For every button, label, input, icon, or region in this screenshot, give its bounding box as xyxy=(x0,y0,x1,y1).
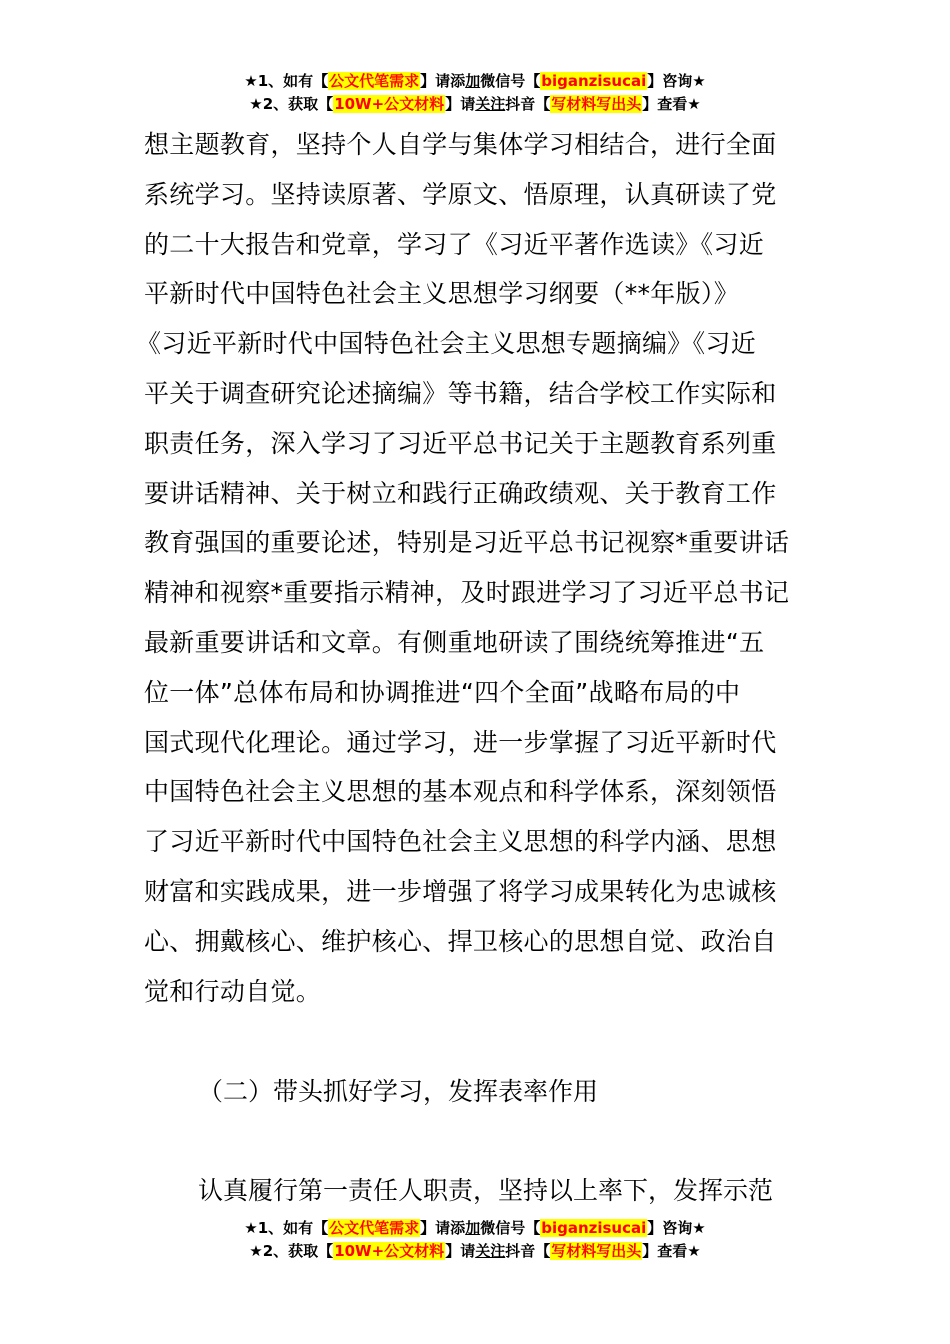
promo-line-2: ★2、获取【10W+公文材料】请关注抖音【写材料写出头】查看★ xyxy=(249,95,701,113)
promo-highlight-wechat-id: biganzisucai xyxy=(541,1219,647,1237)
paragraph-line: 要讲话精神、关于树立和践行正确政绩观、关于教育工作 xyxy=(144,478,777,508)
paragraph-line: 职责任务，深入学习了习近平总书记关于主题教育系列重 xyxy=(144,428,777,458)
paragraph-responsibility: 认真履行第一责任人职责，坚持以上率下，发挥示范 xyxy=(198,1176,774,1205)
paragraph-line: 心、拥戴核心、维护核心、捍卫核心的思想自觉、政治自 xyxy=(144,926,777,956)
promo-highlight-materials: 10W+公文材料 xyxy=(334,1242,445,1260)
paragraph-line: 精神和视察*重要指示精神，及时跟进学习了习近平总书记 xyxy=(144,578,790,608)
paragraph-line: 位一体”总体布局和协调推进“四个全面”战略布局的中 xyxy=(144,677,741,707)
paragraph-line: 的二十大报告和党章，学习了《习近平著作选读》《习近 xyxy=(144,229,765,259)
promo-highlight-wechat-id: biganzisucai xyxy=(541,72,647,90)
promo-header xyxy=(0,70,950,116)
paragraph-line: 中国特色社会主义思想的基本观点和科学体系，深刻领悟 xyxy=(144,777,777,807)
paragraph-line: 最新重要讲话和文章。有侧重地研读了围绕统筹推进“五 xyxy=(144,627,765,657)
promo-highlight-douyin: 写材料写出头 xyxy=(551,1242,642,1260)
paragraph-line: 平关于调查研究论述摘编》等书籍，结合学校工作实际和 xyxy=(144,378,777,408)
promo-highlight-materials: 10W+公文材料 xyxy=(334,95,445,113)
promo-highlight-service: 公文代笔需求 xyxy=(329,1219,420,1237)
paragraph-line: 《习近平新时代中国特色社会主义思想专题摘编》《习近 xyxy=(136,329,757,359)
paragraph-line: 系统学习。坚持读原著、学原文、悟原理，认真研读了党 xyxy=(144,179,777,209)
section-heading: （二）带头抓好学习，发挥表率作用 xyxy=(198,1077,599,1106)
paragraph-line: 了习近平新时代中国特色社会主义思想的科学内涵、思想 xyxy=(144,827,777,857)
paragraph-line: 想主题教育，坚持个人自学与集体学习相结合，进行全面 xyxy=(144,130,777,159)
promo-highlight-service: 公文代笔需求 xyxy=(329,72,420,90)
paragraph-line: 财富和实践成果，进一步增强了将学习成果转化为忠诚核 xyxy=(144,876,777,906)
paragraph-line: 平新时代中国特色社会主义思想学习纲要（**年版）》 xyxy=(144,279,740,309)
paragraph-line: 觉和行动自觉。 xyxy=(144,976,322,1006)
paragraph-line: 教育强国的重要论述，特别是习近平总书记视察*重要讲话 xyxy=(144,528,790,558)
promo-line-2: ★2、获取【10W+公文材料】请关注抖音【写材料写出头】查看★ xyxy=(249,1242,701,1260)
promo-line-1: ★1、如有【公文代笔需求】请添加微信号【biganzisucai】咨询★ xyxy=(244,1219,706,1237)
promo-footer xyxy=(0,1217,950,1263)
promo-line-1: ★1、如有【公文代笔需求】请添加微信号【biganzisucai】咨询★ xyxy=(244,72,706,90)
promo-highlight-douyin: 写材料写出头 xyxy=(551,95,642,113)
paragraph-line: 国式现代化理论。通过学习，进一步掌握了习近平新时代 xyxy=(144,727,777,757)
paragraph-study xyxy=(136,120,808,1016)
